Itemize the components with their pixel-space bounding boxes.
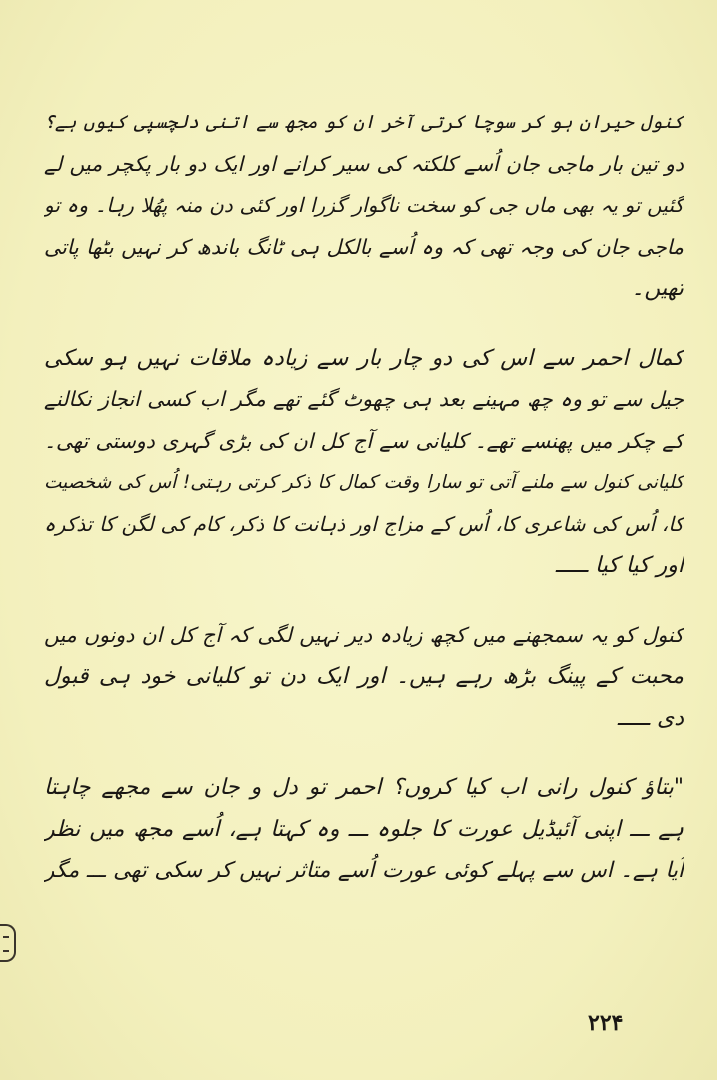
text-line: کا، اُس کی شاعری کا، اُس کے مزاج اور ذہانت کا ذکر، کام کی لگن کا تذکرہ bbox=[44, 511, 684, 536]
margin-bracket-mark bbox=[0, 924, 16, 962]
text-line: دو تین بار ماجی جان اُسے کلکتہ کی سیر کرانے اور ایک دو بار پکچر میں لے bbox=[44, 151, 684, 176]
text-line: کلیانی کنول سے ملنے آتی تو سارا وقت کمال کا ذکر کرتی رہتی! اُس کی شخصیت bbox=[44, 472, 684, 493]
paragraph-2 bbox=[44, 338, 684, 587]
page-number: ۲۲۴ bbox=[588, 1010, 624, 1036]
text-line: تھیں۔ bbox=[631, 276, 684, 301]
text-line: دی ـــــ bbox=[617, 705, 684, 731]
text-line: ہے ـــ اپنی آئیڈیل عورت کا جلوہ ـــ وہ کہتا ہے، اُسے مجھ میں نظر bbox=[44, 816, 684, 842]
text-line: محبت کے پینگ بڑھ رہے ہیں۔ اور ایک دن تو کلیانی خود ہی قبول bbox=[44, 664, 684, 689]
text-line: اور کیا کیا ـــــ bbox=[555, 553, 684, 578]
paragraph-1 bbox=[44, 102, 684, 310]
text-line: آیا ہے۔ اس سے پہلے کوئی عورت اُسے متاثر نہیں کر سکی تھی ـــ مگر bbox=[44, 858, 684, 883]
text-line: گئیں تو یہ بھی ماں جی کو سخت ناگوار گزرا اور کئی دن منہ پھُلا رہا۔ وہ تو bbox=[44, 193, 684, 217]
text-line: کے چکر میں پھنسے تھے۔ کلیانی سے آج کل ان کی بڑی گہری دوستی تھی۔ bbox=[44, 428, 684, 453]
text-line: کنول حیران ہو کر سوچا کرتی آخر ان کو مجھ سے اتنی دلچسپی کیوں ہے؟ bbox=[44, 112, 684, 133]
page-body-text bbox=[44, 102, 684, 920]
text-line: جیل سے تو وہ چھ مہینے بعد ہی چھوٹ گئے تھے مگر اب کسی انجاز نکالنے bbox=[44, 387, 684, 411]
text-line: کنول کو یہ سمجھنے میں کچھ زیادہ دیر نہیں لگی کہ آج کل ان دونوں میں bbox=[44, 622, 684, 647]
text-line: کمال احمر سے اس کی دو چار بار سے زیادہ ملاقات نہیں ہو سکی bbox=[44, 345, 684, 371]
paragraph-4 bbox=[44, 767, 684, 892]
paragraph-3 bbox=[44, 615, 684, 740]
text-line: "بتاؤ کنول رانی اب کیا کروں؟ احمر تو دل و جان سے مجھے چاہتا bbox=[44, 775, 684, 800]
text-line: ماجی جان کی وجہ تھی کہ وہ اُسے بالکل ہی ٹانگ باندھ کر نہیں بٹھا پاتی bbox=[44, 234, 684, 259]
